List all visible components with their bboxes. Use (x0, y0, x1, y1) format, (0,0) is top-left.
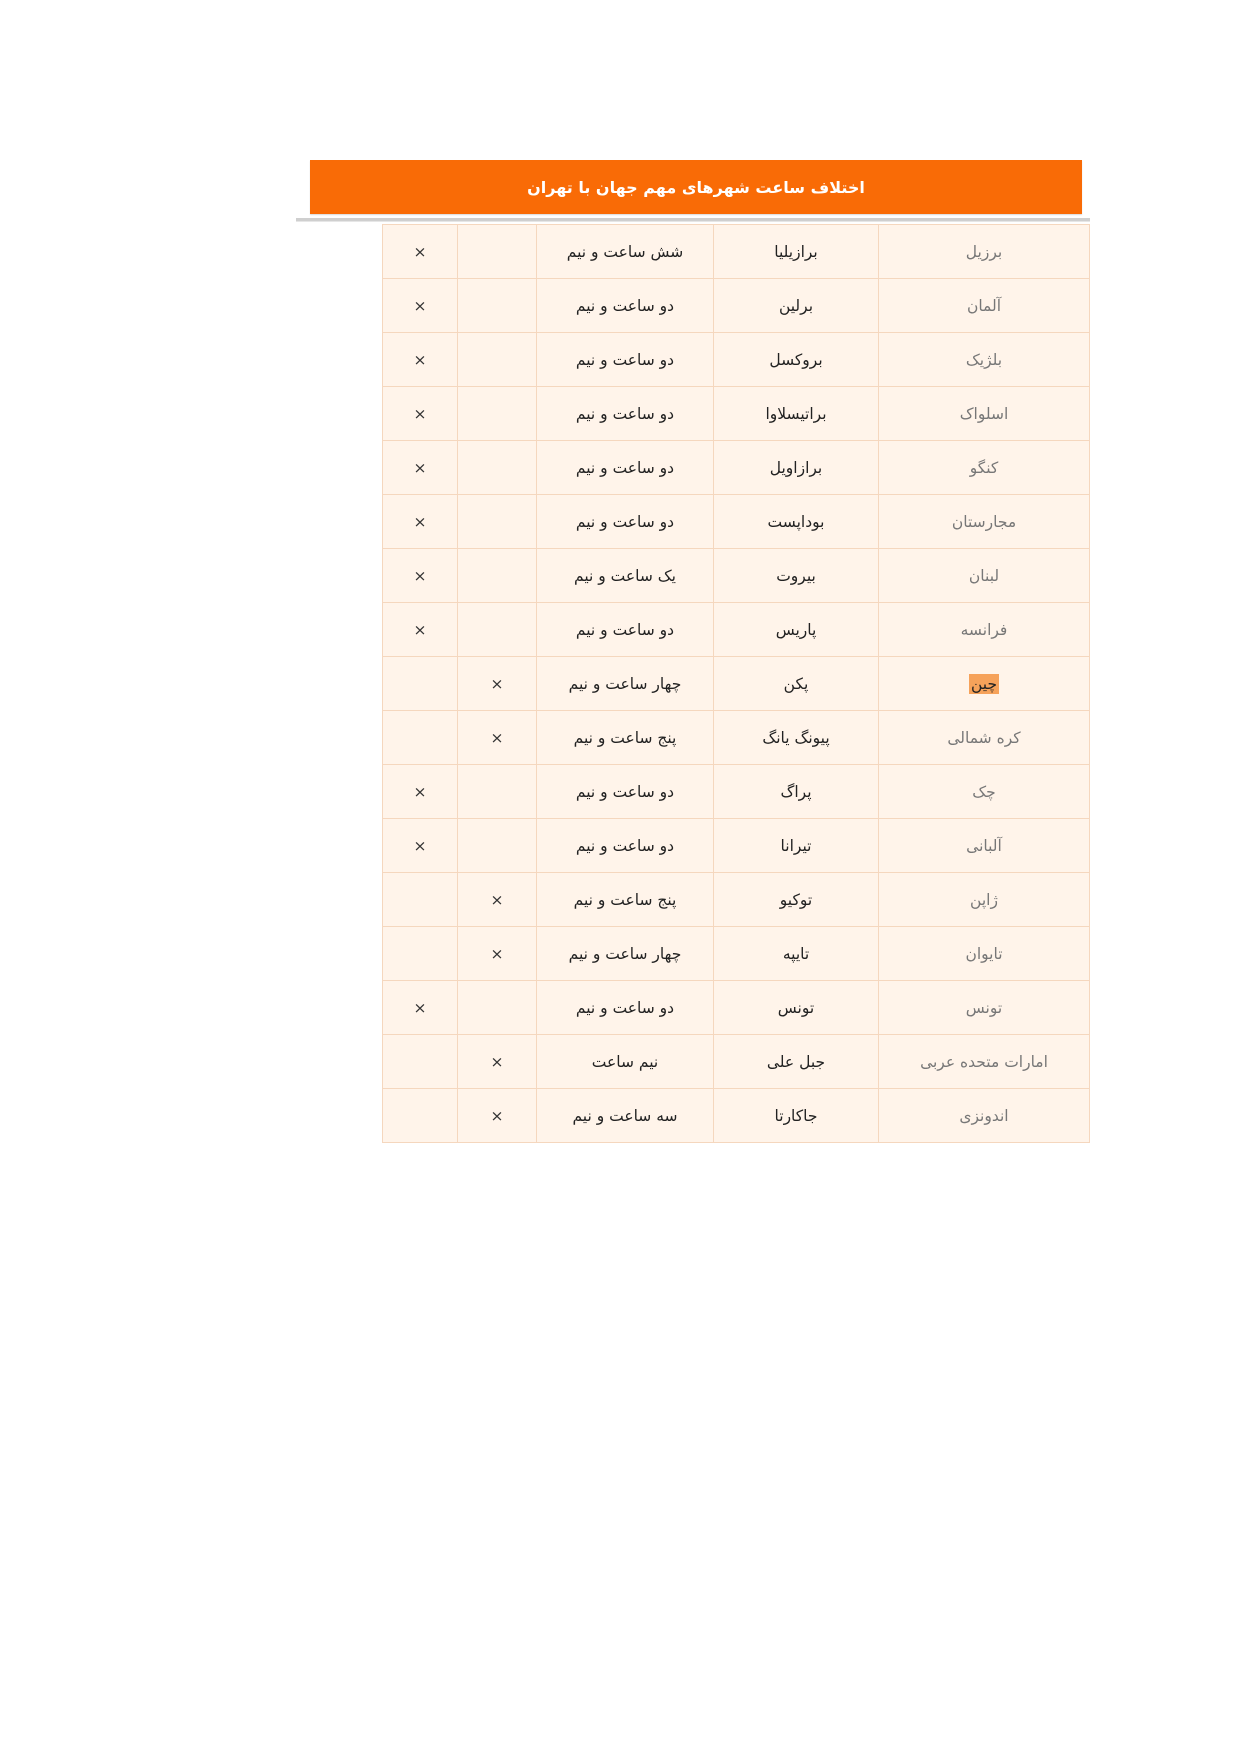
country-cell (879, 549, 1090, 603)
country-cell-text: برزیل (965, 242, 1003, 261)
country-cell-text: چین (970, 674, 998, 693)
capital-cell (714, 1035, 879, 1089)
country-cell (879, 603, 1090, 657)
capital-cell-text: پکن (783, 674, 809, 693)
time-difference-cell-text: دو ساعت و نیم (575, 404, 675, 423)
table-row (383, 927, 1090, 981)
time-difference-cell-text: پنج ساعت و نیم (573, 890, 677, 909)
time-difference-cell-text: دو ساعت و نیم (575, 998, 675, 1017)
table-row (383, 333, 1090, 387)
table-row (383, 603, 1090, 657)
capital-cell (714, 495, 879, 549)
country-cell-text: آلمان (966, 296, 1002, 315)
mark-cell-b-text: × (413, 566, 427, 585)
country-cell-text: تایوان (965, 944, 1003, 963)
country-cell-text: ژاپن (970, 890, 998, 909)
capital-cell (714, 225, 879, 279)
capital-cell-text: تونس (777, 998, 815, 1017)
capital-cell-text: پیونگ یانگ (762, 728, 830, 747)
table-row (383, 279, 1090, 333)
time-difference-cell (537, 441, 714, 495)
mark-cell-a-text: × (490, 944, 504, 963)
time-difference-cell-text: نیم ساعت (591, 1052, 659, 1071)
country-cell (879, 1089, 1090, 1143)
mark-cell-b-text: × (413, 782, 427, 801)
time-difference-table (382, 224, 1090, 1143)
country-cell (879, 873, 1090, 927)
mark-cell-b (383, 495, 458, 549)
capital-cell-text: پاریس (775, 620, 817, 639)
title-divider (296, 218, 1090, 222)
mark-cell-b (383, 657, 458, 711)
country-cell-text: تونس (965, 998, 1003, 1017)
mark-cell-a (458, 657, 537, 711)
mark-cell-a (458, 441, 537, 495)
country-cell-text: کنگو (969, 458, 999, 477)
country-cell (879, 927, 1090, 981)
time-difference-cell-text: چهار ساعت و نیم (568, 944, 682, 963)
mark-cell-a-text: × (490, 1106, 504, 1125)
mark-cell-b (383, 873, 458, 927)
time-difference-cell-text: دو ساعت و نیم (575, 296, 675, 315)
mark-cell-b (383, 927, 458, 981)
table-row (383, 387, 1090, 441)
country-cell-text: چک (972, 782, 996, 801)
capital-cell (714, 279, 879, 333)
table-row (383, 225, 1090, 279)
capital-cell-text: برازیلیا (774, 242, 818, 261)
country-cell (879, 495, 1090, 549)
time-difference-cell (537, 927, 714, 981)
capital-cell (714, 765, 879, 819)
table-row (383, 657, 1090, 711)
country-cell (879, 441, 1090, 495)
mark-cell-a (458, 279, 537, 333)
table-row (383, 549, 1090, 603)
mark-cell-a-text: × (490, 890, 504, 909)
country-cell-text: امارات متحده عربی (920, 1052, 1048, 1071)
mark-cell-b (383, 549, 458, 603)
mark-cell-a (458, 387, 537, 441)
table-row (383, 441, 1090, 495)
mark-cell-a (458, 225, 537, 279)
capital-cell (714, 333, 879, 387)
capital-cell (714, 657, 879, 711)
time-difference-cell (537, 225, 714, 279)
mark-cell-b-text: × (413, 998, 427, 1017)
mark-cell-b (383, 279, 458, 333)
time-difference-cell (537, 819, 714, 873)
time-difference-cell-text: دو ساعت و نیم (575, 620, 675, 639)
table-row (383, 981, 1090, 1035)
capital-cell-text: برازاویل (769, 458, 823, 477)
capital-cell-text: جبل علی (766, 1052, 826, 1071)
country-cell (879, 711, 1090, 765)
capital-cell-text: تیرانا (780, 836, 812, 855)
time-difference-cell (537, 765, 714, 819)
mark-cell-b (383, 711, 458, 765)
table-row (383, 1035, 1090, 1089)
time-difference-cell (537, 657, 714, 711)
mark-cell-a (458, 1035, 537, 1089)
mark-cell-b-text: × (413, 620, 427, 639)
mark-cell-b (383, 441, 458, 495)
table-row (383, 819, 1090, 873)
country-cell-text: کره شمالی (947, 728, 1021, 747)
table-title: اختلاف ساعت شهرهای مهم جهان با تهران (310, 160, 1082, 214)
mark-cell-b (383, 981, 458, 1035)
country-cell (879, 279, 1090, 333)
mark-cell-b-text: × (413, 404, 427, 423)
mark-cell-b (383, 765, 458, 819)
mark-cell-a (458, 549, 537, 603)
mark-cell-b-text: × (413, 836, 427, 855)
table-row (383, 873, 1090, 927)
country-cell-text: بلژیک (965, 350, 1003, 369)
country-cell (879, 765, 1090, 819)
time-difference-cell (537, 603, 714, 657)
capital-cell (714, 603, 879, 657)
mark-cell-b (383, 1089, 458, 1143)
time-difference-cell-text: دو ساعت و نیم (575, 782, 675, 801)
mark-cell-b (383, 225, 458, 279)
time-difference-cell (537, 549, 714, 603)
capital-cell (714, 387, 879, 441)
mark-cell-a-text: × (490, 728, 504, 747)
mark-cell-a (458, 711, 537, 765)
time-difference-cell (537, 981, 714, 1035)
mark-cell-b (383, 387, 458, 441)
capital-cell (714, 927, 879, 981)
time-difference-cell-text: دو ساعت و نیم (575, 350, 675, 369)
capital-cell-text: توکیو (779, 890, 813, 909)
capital-cell (714, 819, 879, 873)
capital-cell (714, 711, 879, 765)
country-cell-text: فرانسه (960, 620, 1008, 639)
time-difference-cell-text: شش ساعت و نیم (566, 242, 684, 261)
mark-cell-a (458, 495, 537, 549)
time-difference-cell-text: چهار ساعت و نیم (568, 674, 682, 693)
mark-cell-a (458, 603, 537, 657)
capital-cell-text: تایپه (782, 944, 810, 963)
mark-cell-b-text: × (413, 350, 427, 369)
mark-cell-a-text: × (490, 674, 504, 693)
country-cell (879, 657, 1090, 711)
capital-cell-text: بوداپست (767, 512, 825, 531)
time-difference-cell-text: پنج ساعت و نیم (573, 728, 677, 747)
capital-cell-text: بیروت (776, 566, 816, 585)
country-cell-text: آلبانی (966, 836, 1002, 855)
time-difference-cell (537, 1035, 714, 1089)
time-difference-cell (537, 711, 714, 765)
capital-cell-text: جاکارتا (774, 1106, 818, 1125)
mark-cell-b (383, 819, 458, 873)
table-row (383, 1089, 1090, 1143)
time-difference-cell-text: سه ساعت و نیم (572, 1106, 678, 1125)
time-difference-cell-text: دو ساعت و نیم (575, 836, 675, 855)
mark-cell-a (458, 873, 537, 927)
mark-cell-a (458, 333, 537, 387)
country-cell (879, 981, 1090, 1035)
country-cell-text: اسلواک (959, 404, 1009, 423)
mark-cell-a (458, 1089, 537, 1143)
time-difference-cell-text: یک ساعت و نیم (574, 566, 676, 585)
capital-cell (714, 1089, 879, 1143)
table-row (383, 765, 1090, 819)
mark-cell-b-text: × (413, 458, 427, 477)
country-cell (879, 387, 1090, 441)
time-difference-cell (537, 333, 714, 387)
capital-cell-text: پراگ (780, 782, 812, 801)
table-row (383, 495, 1090, 549)
mark-cell-a (458, 981, 537, 1035)
country-cell-text: اندونزی (959, 1106, 1009, 1125)
country-cell-text: مجارستان (951, 512, 1017, 531)
capital-cell (714, 981, 879, 1035)
mark-cell-b-text: × (413, 296, 427, 315)
mark-cell-b (383, 333, 458, 387)
country-cell (879, 819, 1090, 873)
table-body (383, 225, 1090, 1143)
capital-cell (714, 873, 879, 927)
mark-cell-a (458, 765, 537, 819)
time-difference-cell (537, 873, 714, 927)
country-cell (879, 1035, 1090, 1089)
table-row (383, 711, 1090, 765)
mark-cell-b (383, 1035, 458, 1089)
country-cell (879, 225, 1090, 279)
capital-cell-text: بروکسل (769, 350, 823, 369)
mark-cell-a (458, 927, 537, 981)
capital-cell (714, 549, 879, 603)
capital-cell-text: برلین (778, 296, 814, 315)
mark-cell-b (383, 603, 458, 657)
country-cell (879, 333, 1090, 387)
capital-cell (714, 441, 879, 495)
mark-cell-a-text: × (490, 1052, 504, 1071)
time-difference-cell (537, 387, 714, 441)
time-difference-cell-text: دو ساعت و نیم (575, 512, 675, 531)
mark-cell-a (458, 819, 537, 873)
mark-cell-b-text: × (413, 242, 427, 261)
time-difference-cell (537, 1089, 714, 1143)
time-difference-cell (537, 495, 714, 549)
time-difference-cell-text: دو ساعت و نیم (575, 458, 675, 477)
mark-cell-b-text: × (413, 512, 427, 531)
time-difference-cell (537, 279, 714, 333)
capital-cell-text: براتیسلاوا (765, 404, 827, 423)
country-cell-text: لبنان (968, 566, 1000, 585)
